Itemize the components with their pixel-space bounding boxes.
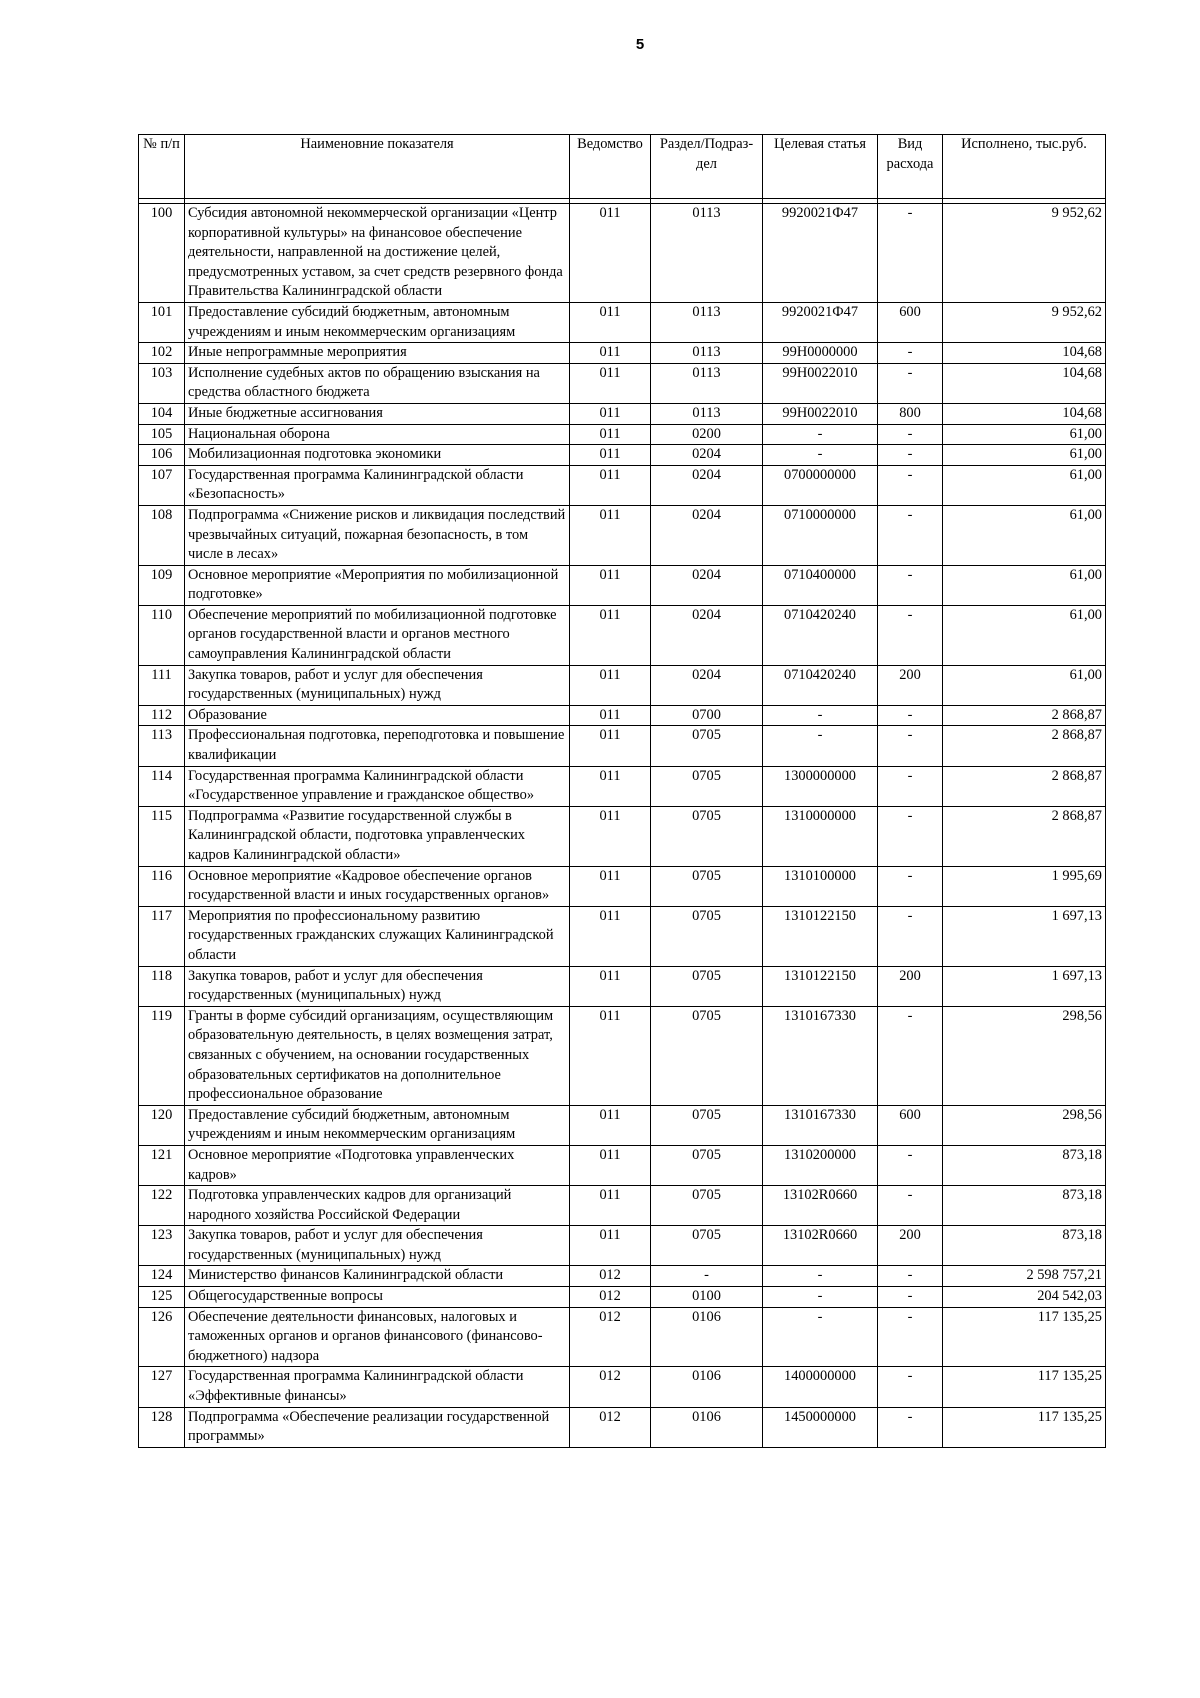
- row-number: 110: [139, 605, 185, 665]
- row-number: 112: [139, 705, 185, 726]
- row-department: 011: [570, 465, 651, 505]
- row-section: 0705: [651, 1226, 763, 1266]
- table-row: [139, 705, 1106, 726]
- row-section: 0200: [651, 424, 763, 445]
- row-name: Государственная программа Калининградской области «Эффективные финансы»: [185, 1367, 570, 1407]
- table-row: [139, 1407, 1106, 1447]
- row-name: Исполнение судебных актов по обращению взыскания на средства областного бюджета: [185, 363, 570, 403]
- row-executed-amount: 204 542,03: [943, 1287, 1106, 1308]
- row-executed-amount: 873,18: [943, 1226, 1106, 1266]
- row-target-article: 0700000000: [763, 465, 878, 505]
- table-body: [139, 204, 1106, 1448]
- row-number: 120: [139, 1105, 185, 1145]
- row-number: 124: [139, 1266, 185, 1287]
- row-section: -: [651, 1266, 763, 1287]
- row-expense-type: 200: [878, 1226, 943, 1266]
- row-expense-type: -: [878, 1367, 943, 1407]
- row-executed-amount: 61,00: [943, 505, 1106, 565]
- row-name: Образование: [185, 705, 570, 726]
- table-row: [139, 1307, 1106, 1367]
- row-executed-amount: 117 135,25: [943, 1407, 1106, 1447]
- row-department: 012: [570, 1407, 651, 1447]
- row-name: Министерство финансов Калининградской области: [185, 1266, 570, 1287]
- row-department: 011: [570, 1226, 651, 1266]
- row-expense-type: -: [878, 766, 943, 806]
- row-number: 117: [139, 906, 185, 966]
- row-name: Закупка товаров, работ и услуг для обеспечения государственных (муниципальных) нужд: [185, 966, 570, 1006]
- row-section: 0705: [651, 1105, 763, 1145]
- row-department: 011: [570, 766, 651, 806]
- row-number: 123: [139, 1226, 185, 1266]
- row-section: 0705: [651, 766, 763, 806]
- row-name: Основное мероприятие «Подготовка управленческих кадров»: [185, 1145, 570, 1185]
- row-target-article: 9920021Ф47: [763, 204, 878, 303]
- row-section: 0705: [651, 726, 763, 766]
- column-header-section: Раздел/Подраз-дел: [651, 135, 763, 199]
- row-expense-type: 600: [878, 1105, 943, 1145]
- row-number: 127: [139, 1367, 185, 1407]
- row-department: 011: [570, 343, 651, 364]
- row-executed-amount: 9 952,62: [943, 302, 1106, 342]
- row-number: 108: [139, 505, 185, 565]
- row-name: Государственная программа Калининградской области «Государственное управление и гражданское общество»: [185, 766, 570, 806]
- row-executed-amount: 873,18: [943, 1186, 1106, 1226]
- row-department: 011: [570, 966, 651, 1006]
- row-name: Субсидия автономной некоммерческой организации «Центр корпоративной культуры» на финансовое обеспечение деятельности, направленной на достижение целей, предусмотренных уставом, за счет средств резервного фонда Правительства Калининградской области: [185, 204, 570, 303]
- column-header-department: Ведомство: [570, 135, 651, 199]
- row-target-article: 0710420240: [763, 605, 878, 665]
- row-section: 0113: [651, 403, 763, 424]
- row-executed-amount: 61,00: [943, 424, 1106, 445]
- row-expense-type: -: [878, 726, 943, 766]
- row-number: 128: [139, 1407, 185, 1447]
- row-section: 0705: [651, 906, 763, 966]
- row-expense-type: -: [878, 1186, 943, 1226]
- table-header-row: [139, 135, 1106, 199]
- row-name: Общегосударственные вопросы: [185, 1287, 570, 1308]
- row-section: 0204: [651, 505, 763, 565]
- row-number: 100: [139, 204, 185, 303]
- row-number: 105: [139, 424, 185, 445]
- row-expense-type: -: [878, 1006, 943, 1105]
- row-department: 011: [570, 1145, 651, 1185]
- row-section: 0204: [651, 565, 763, 605]
- row-target-article: -: [763, 1307, 878, 1367]
- row-department: 011: [570, 1186, 651, 1226]
- row-target-article: 13102R0660: [763, 1226, 878, 1266]
- row-name: Гранты в форме субсидий организациям, осуществляющим образовательную деятельность, в целях возмещения затрат, связанных с обучением, на основании государственных образовательных сертификатов на дополнительное профессиональное образование: [185, 1006, 570, 1105]
- row-department: 011: [570, 906, 651, 966]
- budget-table: [138, 134, 1106, 1448]
- table-row: [139, 302, 1106, 342]
- row-executed-amount: 61,00: [943, 605, 1106, 665]
- row-executed-amount: 117 135,25: [943, 1307, 1106, 1367]
- row-target-article: 0710000000: [763, 505, 878, 565]
- row-number: 116: [139, 866, 185, 906]
- row-expense-type: -: [878, 866, 943, 906]
- row-number: 103: [139, 363, 185, 403]
- row-expense-type: 200: [878, 665, 943, 705]
- row-expense-type: -: [878, 1287, 943, 1308]
- row-number: 121: [139, 1145, 185, 1185]
- row-expense-type: -: [878, 705, 943, 726]
- row-executed-amount: 1 697,13: [943, 966, 1106, 1006]
- row-name: Обеспечение мероприятий по мобилизационной подготовке органов государственной власти и органов местного самоуправления Калининградской области: [185, 605, 570, 665]
- row-target-article: 0710420240: [763, 665, 878, 705]
- row-executed-amount: 9 952,62: [943, 204, 1106, 303]
- row-target-article: 1310122150: [763, 966, 878, 1006]
- row-section: 0700: [651, 705, 763, 726]
- row-number: 109: [139, 565, 185, 605]
- row-department: 011: [570, 445, 651, 466]
- row-name: Основное мероприятие «Кадровое обеспечение органов государственной власти и иных государственных органов»: [185, 866, 570, 906]
- row-number: 118: [139, 966, 185, 1006]
- table-row: [139, 1266, 1106, 1287]
- row-executed-amount: 2 868,87: [943, 726, 1106, 766]
- row-target-article: 1310000000: [763, 806, 878, 866]
- table-row: [139, 605, 1106, 665]
- row-section: 0113: [651, 363, 763, 403]
- table-row: [139, 665, 1106, 705]
- row-executed-amount: 104,68: [943, 343, 1106, 364]
- table-row: [139, 445, 1106, 466]
- table-row: [139, 1105, 1106, 1145]
- table-row: [139, 343, 1106, 364]
- row-name: Предоставление субсидий бюджетным, автономным учреждениям и иным некоммерческим организациям: [185, 1105, 570, 1145]
- table-row: [139, 1226, 1106, 1266]
- row-target-article: 99Н0022010: [763, 403, 878, 424]
- row-section: 0113: [651, 343, 763, 364]
- row-section: 0113: [651, 302, 763, 342]
- row-expense-type: 600: [878, 302, 943, 342]
- row-number: 106: [139, 445, 185, 466]
- row-name: Подпрограмма «Развитие государственной службы в Калининградской области, подготовка управленческих кадров Калининградской области»: [185, 806, 570, 866]
- row-name: Обеспечение деятельности финансовых, налоговых и таможенных органов и органов финансового (финансово-бюджетного) надзора: [185, 1307, 570, 1367]
- row-section: 0204: [651, 605, 763, 665]
- row-expense-type: -: [878, 343, 943, 364]
- table-row: [139, 1367, 1106, 1407]
- row-name: Мобилизационная подготовка экономики: [185, 445, 570, 466]
- table-row: [139, 906, 1106, 966]
- row-department: 012: [570, 1367, 651, 1407]
- row-expense-type: -: [878, 1407, 943, 1447]
- column-header-number: № п/п: [139, 135, 185, 199]
- row-department: 011: [570, 403, 651, 424]
- column-header-expense-type: Вид расхода: [878, 135, 943, 199]
- row-section: 0705: [651, 806, 763, 866]
- row-number: 113: [139, 726, 185, 766]
- row-name: Иные бюджетные ассигнования: [185, 403, 570, 424]
- row-name: Подготовка управленческих кадров для организаций народного хозяйства Российской Федерации: [185, 1186, 570, 1226]
- row-executed-amount: 104,68: [943, 403, 1106, 424]
- table-row: [139, 766, 1106, 806]
- row-section: 0705: [651, 1145, 763, 1185]
- column-header-name: Наименовние показателя: [185, 135, 570, 199]
- row-department: 011: [570, 302, 651, 342]
- table-row: [139, 505, 1106, 565]
- row-section: 0106: [651, 1307, 763, 1367]
- row-number: 101: [139, 302, 185, 342]
- row-expense-type: -: [878, 204, 943, 303]
- row-executed-amount: 2 868,87: [943, 705, 1106, 726]
- row-target-article: -: [763, 1266, 878, 1287]
- row-target-article: 1310200000: [763, 1145, 878, 1185]
- row-target-article: 0710400000: [763, 565, 878, 605]
- row-executed-amount: 104,68: [943, 363, 1106, 403]
- row-department: 011: [570, 1006, 651, 1105]
- row-target-article: -: [763, 1287, 878, 1308]
- row-department: 011: [570, 565, 651, 605]
- row-target-article: 99Н0000000: [763, 343, 878, 364]
- row-target-article: 1310122150: [763, 906, 878, 966]
- row-executed-amount: 117 135,25: [943, 1367, 1106, 1407]
- row-executed-amount: 298,56: [943, 1006, 1106, 1105]
- row-expense-type: 200: [878, 966, 943, 1006]
- page-number: 5: [635, 36, 645, 53]
- row-section: 0100: [651, 1287, 763, 1308]
- row-expense-type: -: [878, 363, 943, 403]
- row-expense-type: 800: [878, 403, 943, 424]
- row-section: 0204: [651, 445, 763, 466]
- table-row: [139, 403, 1106, 424]
- row-name: Мероприятия по профессиональному развитию государственных гражданских служащих Калининградской области: [185, 906, 570, 966]
- row-target-article: -: [763, 445, 878, 466]
- row-name: Предоставление субсидий бюджетным, автономным учреждениям и иным некоммерческим организациям: [185, 302, 570, 342]
- row-number: 119: [139, 1006, 185, 1105]
- row-executed-amount: 1 995,69: [943, 866, 1106, 906]
- row-department: 011: [570, 665, 651, 705]
- row-executed-amount: 298,56: [943, 1105, 1106, 1145]
- row-executed-amount: 61,00: [943, 565, 1106, 605]
- row-number: 107: [139, 465, 185, 505]
- row-target-article: 9920021Ф47: [763, 302, 878, 342]
- row-name: Государственная программа Калининградской области «Безопасность»: [185, 465, 570, 505]
- table-row: [139, 204, 1106, 303]
- table-row: [139, 424, 1106, 445]
- row-number: 111: [139, 665, 185, 705]
- row-department: 011: [570, 505, 651, 565]
- row-number: 126: [139, 1307, 185, 1367]
- row-number: 125: [139, 1287, 185, 1308]
- row-expense-type: -: [878, 424, 943, 445]
- row-name: Закупка товаров, работ и услуг для обеспечения государственных (муниципальных) нужд: [185, 665, 570, 705]
- row-number: 104: [139, 403, 185, 424]
- row-expense-type: -: [878, 565, 943, 605]
- row-target-article: 1450000000: [763, 1407, 878, 1447]
- table-row: [139, 363, 1106, 403]
- row-executed-amount: 1 697,13: [943, 906, 1106, 966]
- row-target-article: 1300000000: [763, 766, 878, 806]
- table-row: [139, 966, 1106, 1006]
- row-section: 0705: [651, 1006, 763, 1105]
- table-row: [139, 726, 1106, 766]
- row-department: 011: [570, 424, 651, 445]
- row-department: 011: [570, 866, 651, 906]
- table-row: [139, 866, 1106, 906]
- row-name: Основное мероприятие «Мероприятия по мобилизационной подготовке»: [185, 565, 570, 605]
- row-section: 0705: [651, 866, 763, 906]
- row-target-article: 1310100000: [763, 866, 878, 906]
- row-name: Подпрограмма «Обеспечение реализации государственной программы»: [185, 1407, 570, 1447]
- table-row: [139, 1287, 1106, 1308]
- row-expense-type: -: [878, 445, 943, 466]
- row-expense-type: -: [878, 806, 943, 866]
- row-name: Закупка товаров, работ и услуг для обеспечения государственных (муниципальных) нужд: [185, 1226, 570, 1266]
- row-target-article: 1310167330: [763, 1006, 878, 1105]
- row-executed-amount: 61,00: [943, 445, 1106, 466]
- row-executed-amount: 2 868,87: [943, 806, 1106, 866]
- table-row: [139, 1145, 1106, 1185]
- row-section: 0113: [651, 204, 763, 303]
- row-department: 012: [570, 1307, 651, 1367]
- table-row: [139, 1006, 1106, 1105]
- row-department: 011: [570, 705, 651, 726]
- row-number: 115: [139, 806, 185, 866]
- row-department: 012: [570, 1266, 651, 1287]
- row-department: 011: [570, 605, 651, 665]
- column-header-target-article: Целевая статья: [763, 135, 878, 199]
- row-expense-type: -: [878, 605, 943, 665]
- row-name: Иные непрограммные мероприятия: [185, 343, 570, 364]
- row-section: 0106: [651, 1367, 763, 1407]
- row-executed-amount: 2 598 757,21: [943, 1266, 1106, 1287]
- row-executed-amount: 61,00: [943, 465, 1106, 505]
- table-row: [139, 1186, 1106, 1226]
- row-executed-amount: 2 868,87: [943, 766, 1106, 806]
- row-section: 0705: [651, 1186, 763, 1226]
- row-department: 011: [570, 363, 651, 403]
- row-section: 0705: [651, 966, 763, 1006]
- row-number: 102: [139, 343, 185, 364]
- row-expense-type: -: [878, 1145, 943, 1185]
- row-department: 011: [570, 1105, 651, 1145]
- row-section: 0204: [651, 465, 763, 505]
- row-target-article: -: [763, 424, 878, 445]
- row-section: 0204: [651, 665, 763, 705]
- row-target-article: 1310167330: [763, 1105, 878, 1145]
- row-expense-type: -: [878, 1307, 943, 1367]
- row-number: 114: [139, 766, 185, 806]
- row-target-article: -: [763, 705, 878, 726]
- row-executed-amount: 61,00: [943, 665, 1106, 705]
- row-name: Подпрограмма «Снижение рисков и ликвидация последствий чрезвычайных ситуаций, пожарная безопасность, в том числе в лесах»: [185, 505, 570, 565]
- row-target-article: 1400000000: [763, 1367, 878, 1407]
- row-expense-type: -: [878, 1266, 943, 1287]
- row-number: 122: [139, 1186, 185, 1226]
- column-header-executed-amount: Исполнено, тыс.руб.: [943, 135, 1106, 199]
- row-target-article: -: [763, 726, 878, 766]
- row-executed-amount: 873,18: [943, 1145, 1106, 1185]
- row-department: 011: [570, 806, 651, 866]
- row-expense-type: -: [878, 465, 943, 505]
- row-department: 011: [570, 726, 651, 766]
- row-name: Национальная оборона: [185, 424, 570, 445]
- row-target-article: 99Н0022010: [763, 363, 878, 403]
- table-row: [139, 806, 1106, 866]
- row-department: 012: [570, 1287, 651, 1308]
- row-expense-type: -: [878, 906, 943, 966]
- row-section: 0106: [651, 1407, 763, 1447]
- row-expense-type: -: [878, 505, 943, 565]
- table-row: [139, 565, 1106, 605]
- row-department: 011: [570, 204, 651, 303]
- row-target-article: 13102R0660: [763, 1186, 878, 1226]
- row-name: Профессиональная подготовка, переподготовка и повышение квалификации: [185, 726, 570, 766]
- table-row: [139, 465, 1106, 505]
